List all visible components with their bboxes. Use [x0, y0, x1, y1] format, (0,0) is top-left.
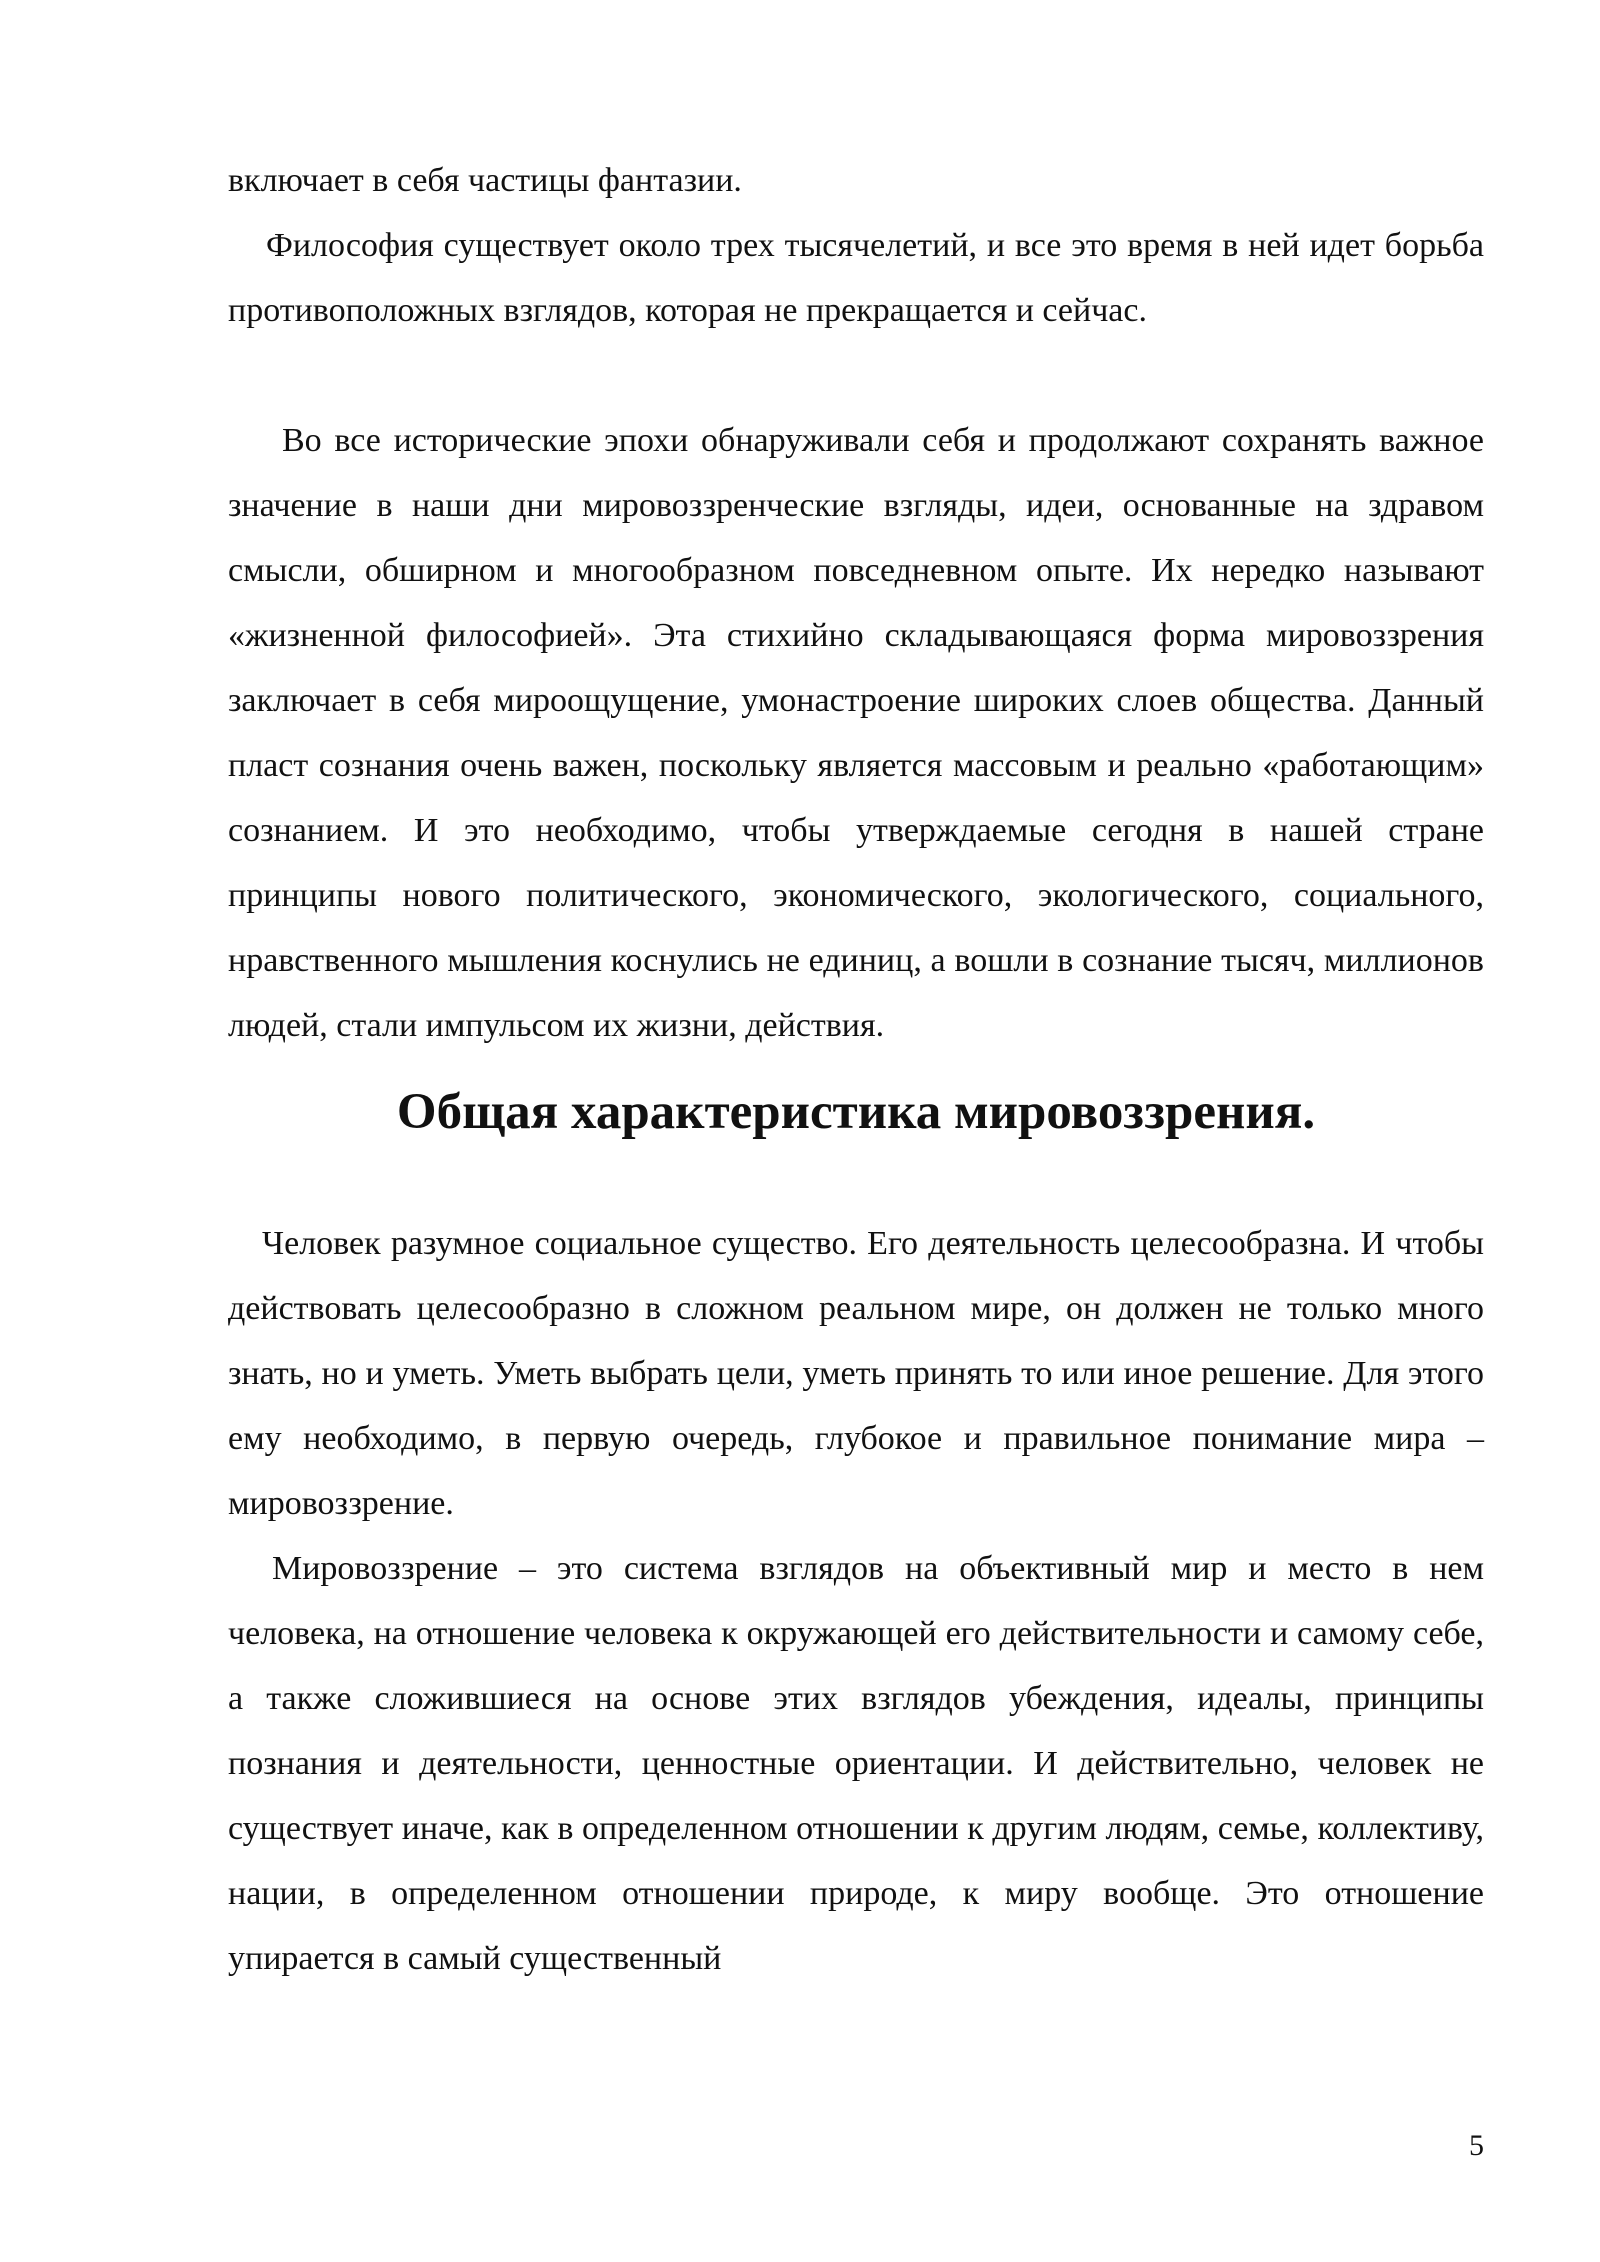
heading-spacer — [228, 1167, 1484, 1211]
paragraph-human-activity: Человек разумное социальное существо. Его деятельность целесообразна. И чтобы действовать целесообразно в сложном реальном мире, он должен не только много знать, но и уметь. Уметь выбрать цели, уметь принять то или иное решение. Для этого ему необходимо, в первую очередь, глубокое и правильное понимание мира – мировоззрение. — [228, 1225, 1484, 1522]
paragraph-continuation: включает в себя частицы фантазии. — [228, 162, 742, 199]
document-body — [228, 148, 1484, 1991]
paragraph-life-philosophy: Во все исторические эпохи обнаруживали себя и продолжают сохранять важное значение в наши дни мировоззренческие взгляды, идеи, основанные на здравом смысли, обширном и многообразном повседневном опыте. Их нередко называют «жизненной философией». Эта стихийно складывающаяся форма мировоззрения заключает в себя мироощущение, умонастроение широких слоев общества. Данный пласт сознания очень важен, поскольку является массовым и реально «работающим» сознанием. И это необходимо, чтобы утверждаемые сегодня в нашей стране принципы нового политического, экономического, экологического, социального, нравственного мышления коснулись не единиц, а вошли в сознание тысяч, миллионов людей, стали импульсом их жизни, действия. — [228, 422, 1484, 1044]
paragraph-philosophy-history: Философия существует около трех тысячелетий, и все это время в ней идет борьба противоположных взглядов, которая не прекращается и сейчас. — [228, 227, 1484, 329]
paragraph-worldview-definition: Мировоззрение – это система взглядов на объективный мир и место в нем человека, на отношение человека к окружающей его действительности и самому себе, а также сложившиеся на основе этих взглядов убеждения, идеалы, принципы познания и деятельности, ценностные ориентации. И действительно, человек не существует иначе, как в определенном отношении к другим людям, семье, коллективу, нации, в определенном отношении природе, к миру вообще. Это отношение упирается в самый существенный — [228, 1550, 1484, 1977]
paragraph-spacer — [228, 343, 1484, 408]
page-number: 5 — [1469, 2129, 1484, 2162]
section-heading: Общая характеристика мировоззрения. — [396, 1084, 1316, 1140]
